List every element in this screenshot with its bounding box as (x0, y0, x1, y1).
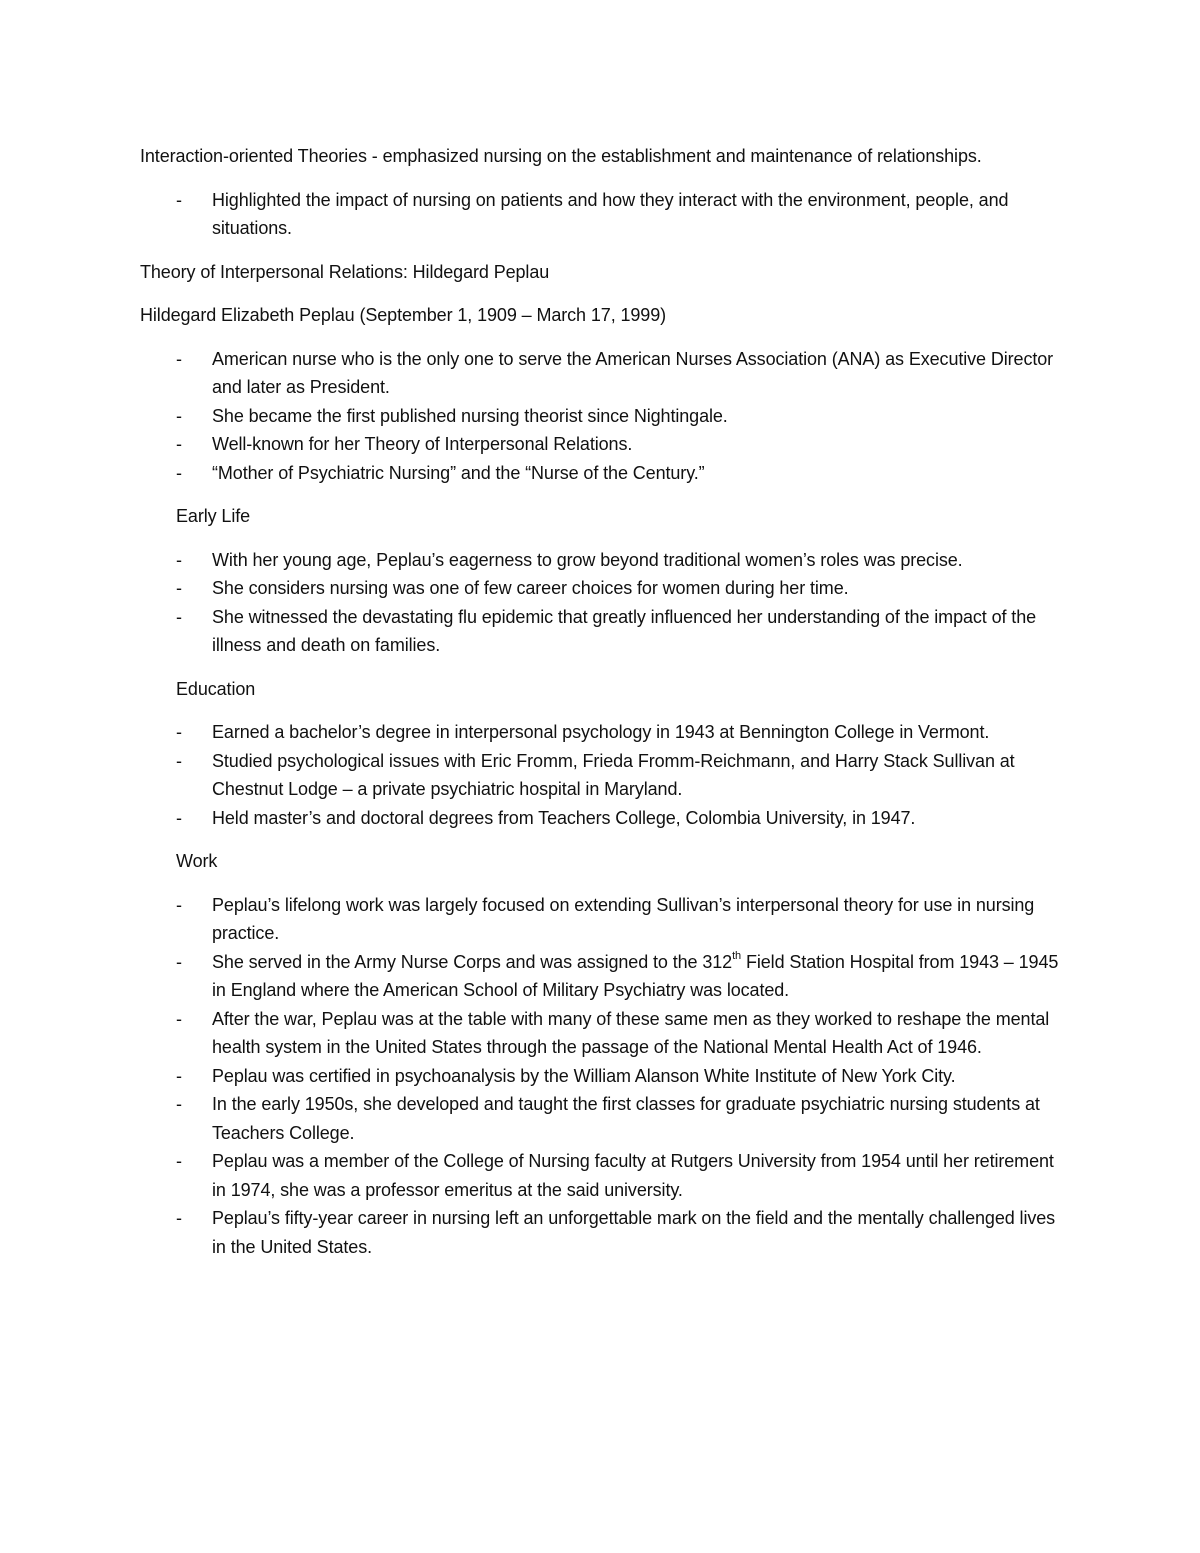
bullet-text: Well-known for her Theory of Interpersonal Relations. (212, 434, 633, 454)
list-item (140, 948, 1060, 1005)
early-life-bullet-list (140, 546, 1060, 660)
work-heading: Work (176, 851, 218, 871)
bullet-dash: - (176, 348, 182, 369)
list-item (140, 430, 1060, 459)
bullet-dash: - (176, 606, 182, 627)
list-item (140, 186, 1060, 243)
bio-heading: Hildegard Elizabeth Peplau (September 1, 1909 – March 17, 1999) (140, 305, 667, 325)
bullet-dash: - (176, 405, 182, 426)
intro-bullet-list (140, 186, 1060, 243)
bullet-text: In the early 1950s, she developed and taught the first classes for graduate psychiatric nursing students at Teachers College. (212, 1094, 1040, 1143)
bullet-text: American nurse who is the only one to serve the American Nurses Association (ANA) as Executive Director and later as President. (212, 348, 1054, 397)
list-item (140, 1062, 1060, 1091)
bullet-dash: - (176, 894, 182, 915)
early-life-heading: Early Life (176, 506, 251, 526)
bullet-dash: - (176, 578, 182, 598)
list-item (140, 546, 1060, 575)
list-item (140, 1204, 1060, 1261)
bullet-text: Peplau was certified in psychoanalysis by the William Alanson White Institute of New York City. (212, 1065, 956, 1086)
bullet-text: Peplau was a member of the College of Nursing faculty at Rutgers University from 1954 until her retirement in 1974, she was a professor emeritus at the said university. (212, 1151, 1054, 1200)
theory-title: Theory of Interpersonal Relations: Hildegard Peplau (140, 261, 550, 282)
bullet-text: After the war, Peplau was at the table with many of these same men as they worked to reshape the mental health system in the United States through the passage of the National Mental Health Act of 1946. (212, 1008, 1050, 1057)
bullet-text: She considers nursing was one of few career choices for women during her time. (212, 578, 849, 598)
bio-bullet-list (140, 345, 1060, 488)
list-item (140, 345, 1060, 402)
list-item (140, 402, 1060, 431)
bullet-text: With her young age, Peplau’s eagerness to grow beyond traditional women’s roles was precise. (212, 549, 963, 570)
bullet-dash: - (176, 1008, 182, 1029)
list-item (140, 891, 1060, 948)
bullet-dash: - (176, 434, 182, 454)
bullet-text: Held master’s and doctoral degrees from Teachers College, Colombia University, in 1947. (212, 807, 916, 828)
bullet-dash: - (176, 1065, 182, 1086)
bullet-text: Peplau’s lifelong work was largely focused on extending Sullivan’s interpersonal theory for use in nursing practice. (212, 894, 1035, 943)
bullet-text: Highlighted the impact of nursing on patients and how they interact with the environment, people, and situations. (212, 189, 1009, 238)
bullet-dash: - (176, 189, 182, 210)
bullet-dash: - (176, 549, 182, 570)
bullet-text-part: She served in the Army Nurse Corps and was assigned to the 312 (212, 951, 733, 972)
bullet-text: She witnessed the devastating flu epidemic that greatly influenced her understanding of the impact of the illness and death on families. (212, 606, 1037, 655)
education-heading: Education (176, 678, 256, 699)
bullet-dash: - (176, 1151, 182, 1171)
list-item (140, 804, 1060, 833)
bullet-dash: - (176, 750, 182, 771)
education-bullet-list (140, 718, 1060, 832)
intro-paragraph: Interaction-oriented Theories - emphasized nursing on the establishment and maintenance of relationships. (140, 146, 982, 166)
list-item (140, 574, 1060, 603)
bullet-text: Studied psychological issues with Eric Fromm, Frieda Fromm-Reichmann, and Harry Stack Sullivan at Chestnut Lodge – a private psychiatric hospital in Maryland. (212, 750, 1015, 799)
list-item (140, 1147, 1060, 1204)
document-body (140, 142, 1060, 1276)
ordinal-superscript: th (732, 949, 742, 962)
list-item (140, 1005, 1060, 1062)
bullet-dash: - (176, 1094, 182, 1114)
bullet-text: Peplau’s fifty-year career in nursing left an unforgettable mark on the field and the mentally challenged lives in the United States. (212, 1208, 1056, 1257)
bullet-text: She became the first published nursing theorist since Nightingale. (212, 405, 728, 426)
bullet-dash: - (176, 951, 182, 972)
list-item (140, 1090, 1060, 1147)
bullet-dash: - (176, 807, 182, 828)
bullet-dash: - (176, 462, 182, 483)
list-item (140, 459, 1060, 488)
bullet-dash: - (176, 1208, 182, 1228)
list-item (140, 603, 1060, 660)
list-item (140, 747, 1060, 804)
bullet-text-part: Field Station Hospital from 1943 – 1945 in England where the American School of Military Psychiatry was located. (212, 951, 1059, 1000)
list-item (140, 718, 1060, 747)
bullet-dash: - (176, 722, 182, 742)
bullet-text: “Mother of Psychiatric Nursing” and the “Nurse of the Century.” (212, 462, 705, 483)
bullet-text (212, 949, 1059, 1001)
bullet-text: Earned a bachelor’s degree in interpersonal psychology in 1943 at Bennington College in Vermont. (212, 722, 990, 742)
work-bullet-list (140, 891, 1060, 1262)
